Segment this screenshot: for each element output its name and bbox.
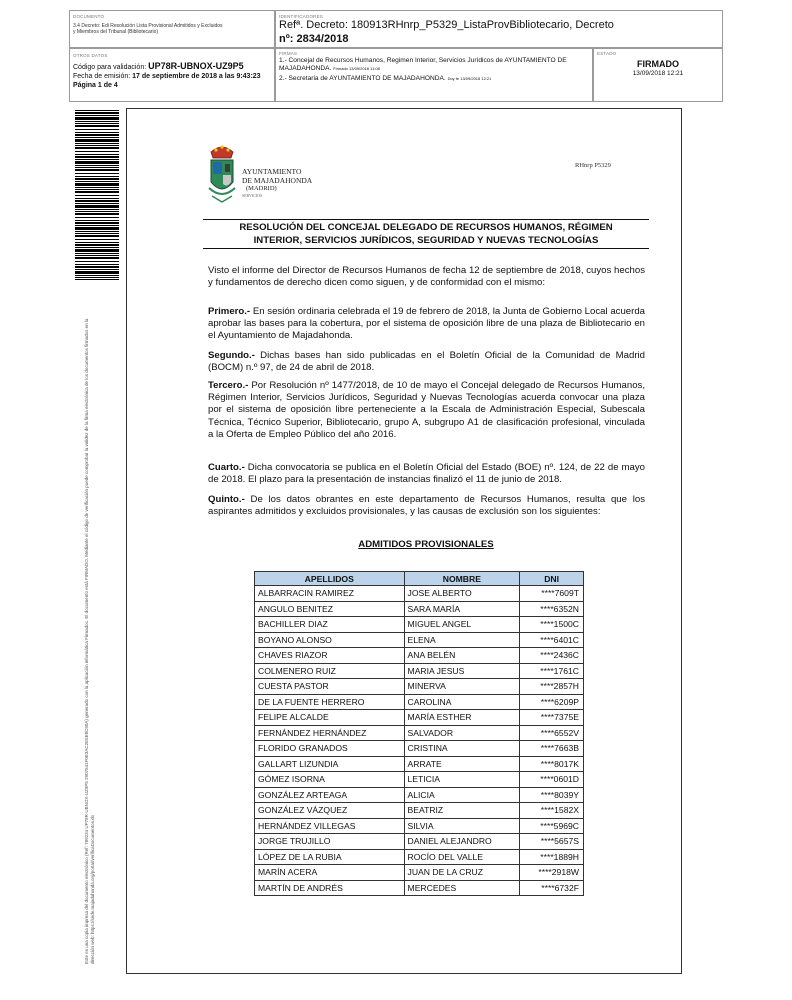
table-cell-dni: ****6552V: [520, 725, 584, 741]
barcode-bar: [75, 253, 119, 254]
barcode-bar: [75, 249, 119, 252]
barcode-bar: [75, 220, 119, 221]
barcode-bar: [75, 225, 119, 226]
table-row: [255, 741, 584, 757]
table-cell-apellidos: FLORIDO GRANADOS: [255, 741, 405, 757]
identificadores-caption: IDENTIFICADORES: [279, 14, 324, 19]
table-cell-dni: ****7375E: [520, 710, 584, 726]
intro-paragraph: Visto el informe del Director de Recursos Humanos de fecha 12 de septiembre de 2018, cuyos hechos y fundamentos de derecho dicen como siguen, y de conformidad con el mismo:: [208, 265, 645, 289]
table-cell-dni: ****1582X: [520, 803, 584, 819]
barcode-bar: [75, 159, 119, 160]
firma-2: [279, 75, 591, 83]
table-cell-nombre: MARIA JESUS: [404, 663, 520, 679]
header-documento-cell: [69, 10, 275, 48]
table-cell-apellidos: MARTÍN DE ANDRÉS: [255, 880, 405, 896]
barcode-bar: [75, 200, 119, 202]
table-cell-dni: ****7663B: [520, 741, 584, 757]
barcode-bar: [75, 195, 119, 196]
barcode-bar: [75, 147, 119, 149]
barcode-bar: [75, 222, 119, 224]
barcode-bar: [75, 187, 119, 188]
table-cell-apellidos: LÓPEZ DE LA RUBIA: [255, 849, 405, 865]
quinto-paragraph: [208, 494, 645, 518]
side-verification-note-1: [84, 304, 96, 964]
table-cell-nombre: SALVADOR: [404, 725, 520, 741]
admitidos-title: ADMITIDOS PROVISIONALES: [358, 539, 494, 550]
table-cell-dni: ****5969C: [520, 818, 584, 834]
table-row: [255, 803, 584, 819]
barcode-bar: [75, 156, 119, 158]
codigo-value: UP78R-UBNOX-UZ9P5: [148, 61, 244, 71]
side-note-text: Este es una copia impresa del documento electrónico (Ref: 789234 UP78R-UBNOX-UZ9P5 2907541F0E3AC2E5E8C90A) generado con la aplicación informática Firmadoc. El documento está FIRMADO. Mediante el código de verificación puede comprobar la validez de la firma electrónica de los documentos firmados en la dirección web: https://sede.majadahonda.org/portal/verificaDocumentos.do: [84, 318, 95, 964]
resolution-title-line2: INTERIOR, SERVICIOS JURÍDICOS, SEGURIDAD Y NUEVAS TECNOLOGÍAS: [253, 234, 599, 246]
barcode-bar: [75, 143, 119, 144]
barcode-bar: [75, 205, 119, 208]
quinto-text: De los datos obrantes en este departamento de Recursos Humanos, resulta que los aspirantes admitidos y excluidos provisionales, y las causas de exclusión son los siguientes:: [208, 494, 645, 518]
logo-line1: AYUNTAMIENTO: [242, 167, 302, 176]
barcode-bar: [75, 242, 119, 243]
barcode: [75, 110, 119, 280]
table-row: [255, 694, 584, 710]
barcode-bar: [75, 176, 119, 177]
barcode-bar: [75, 183, 119, 186]
quinto-label: Quinto.-: [208, 494, 245, 505]
table-cell-dni: ****6209P: [520, 694, 584, 710]
table-cell-dni: ****2436C: [520, 648, 584, 664]
barcode-bar: [75, 269, 119, 270]
cuarto-text: Dicha convocatoria se publica en el Boletín Oficial del Estado (BOE) nº. 124, de 22 de mayo de 2018. El plazo para la presentación de instancias finalizó el 11 de junio de 2018.: [208, 462, 645, 486]
table-header-dni: DNI: [520, 572, 584, 586]
coat-of-arms-icon: [206, 144, 238, 204]
table-row: [255, 818, 584, 834]
barcode-bar: [75, 161, 119, 164]
barcode-bar: [75, 275, 119, 276]
barcode-bar: [75, 211, 119, 212]
table-cell-nombre: MERCEDES: [404, 880, 520, 896]
table-cell-dni: ****8017K: [520, 756, 584, 772]
barcode-bar: [75, 203, 119, 204]
barcode-bar: [75, 247, 119, 248]
codigo-label: Código para validación:: [73, 64, 147, 71]
barcode-bar: [75, 244, 119, 246]
table-cell-nombre: CRISTINA: [404, 741, 520, 757]
barcode-bar: [75, 121, 119, 122]
barcode-bar: [75, 257, 119, 259]
barcode-bar: [75, 279, 119, 280]
barcode-bar: [75, 231, 119, 232]
firma-2-small: Doy fe 13/09/2018 12:21: [447, 76, 492, 81]
resolution-title-line1: RESOLUCIÓN DEL CONCEJAL DELEGADO DE RECURSOS HUMANOS, RÉGIMEN: [239, 222, 613, 233]
reference-code: RHnrp P5329: [575, 162, 611, 169]
logo-line2: DE MAJADAHONDA: [242, 176, 313, 185]
logo-text: [242, 167, 312, 199]
barcode-bar: [75, 167, 119, 168]
segundo-paragraph: [208, 350, 645, 374]
barcode-bar: [75, 277, 119, 278]
barcode-bar: [75, 227, 119, 230]
table-cell-nombre: ARRATE: [404, 756, 520, 772]
table-cell-nombre: LETICIA: [404, 772, 520, 788]
barcode-bar: [75, 125, 119, 127]
header-estado-cell: [593, 48, 723, 102]
table-cell-apellidos: ANGULO BENITEZ: [255, 601, 405, 617]
table-cell-apellidos: ALBARRACIN RAMIREZ: [255, 586, 405, 602]
table-cell-apellidos: CUESTA PASTOR: [255, 679, 405, 695]
table-row: [255, 772, 584, 788]
primero-paragraph: [208, 306, 645, 343]
table-cell-nombre: DANIEL ALEJANDRO: [404, 834, 520, 850]
table-header-apellidos: APELLIDOS: [255, 572, 405, 586]
table-cell-dni: ****6401C: [520, 632, 584, 648]
barcode-bar: [75, 217, 119, 218]
fecha-label: Fecha de emisión:: [73, 73, 131, 80]
tercero-paragraph: [208, 380, 645, 441]
header-firmas-cell: [275, 48, 593, 102]
header-identificadores-cell: [275, 10, 723, 48]
barcode-bar: [75, 209, 119, 210]
firma-1: [279, 57, 591, 73]
table-row: [255, 648, 584, 664]
barcode-bar: [75, 117, 119, 120]
segundo-label: Segundo.-: [208, 350, 255, 361]
table-row: [255, 617, 584, 633]
documento-text: 3.4 Decreto: Edi Resolución Lista Provisional Admitidos y Excluidos y Miembros del Tribunal (Bibliotecario): [73, 23, 223, 35]
tercero-label: Tercero.-: [208, 380, 249, 391]
barcode-bar: [75, 198, 119, 199]
table-row: [255, 601, 584, 617]
fecha-value: 17 de septiembre de 2018 a las 9:43:23: [132, 73, 261, 80]
barcode-bar: [75, 261, 119, 262]
barcode-bar: [75, 139, 119, 142]
table-cell-nombre: ROCÍO DEL VALLE: [404, 849, 520, 865]
table-cell-apellidos: COLMENERO RUIZ: [255, 663, 405, 679]
table-cell-dni: ****1889H: [520, 849, 584, 865]
cuarto-label: Cuarto.-: [208, 462, 245, 473]
barcode-bar: [75, 129, 119, 130]
barcode-graphic: [75, 110, 119, 280]
table-cell-apellidos: MARÍN ACERA: [255, 865, 405, 881]
barcode-bar: [75, 115, 119, 116]
barcode-bar: [75, 173, 119, 174]
table-row: [255, 756, 584, 772]
barcode-bar: [75, 239, 119, 240]
barcode-bar: [75, 178, 119, 180]
identificadores-line1: Refª. Decreto: 180913RHnrp_P5329_ListaProvBibliotecario, Decreto: [279, 19, 614, 31]
barcode-bar: [75, 255, 119, 256]
table-row: [255, 679, 584, 695]
table-cell-nombre: SILVIA: [404, 818, 520, 834]
segundo-text: Dichas bases han sido publicadas en el Boletín Oficial de la Comunidad de Madrid (BOCM) n.º 97, de 24 de abril de 2018.: [208, 350, 645, 374]
table-row: [255, 865, 584, 881]
table-row: [255, 632, 584, 648]
table-cell-nombre: CAROLINA: [404, 694, 520, 710]
table-cell-nombre: JUAN DE LA CRUZ: [404, 865, 520, 881]
table-cell-apellidos: DE LA FUENTE HERRERO: [255, 694, 405, 710]
table-cell-nombre: MARÍA ESTHER: [404, 710, 520, 726]
estado-value: FIRMADO: [637, 59, 679, 69]
table-cell-nombre: ALICIA: [404, 787, 520, 803]
barcode-bar: [75, 266, 119, 268]
pagina-text: Página 1 de 4: [73, 82, 118, 89]
barcode-bar: [75, 110, 119, 111]
barcode-bar: [75, 112, 119, 114]
table-cell-dni: ****6732F: [520, 880, 584, 896]
firma-1-small: Firmado 13/09/2018 11:08: [333, 66, 380, 71]
barcode-bar: [75, 181, 119, 182]
table-cell-apellidos: CHAVES RIAZOR: [255, 648, 405, 664]
barcode-bar: [75, 191, 119, 193]
table-cell-apellidos: JORGE TRUJILLO: [255, 834, 405, 850]
table-cell-dni: ****2918W: [520, 865, 584, 881]
barcode-bar: [75, 137, 119, 138]
table-cell-nombre: SARA MARÍA: [404, 601, 520, 617]
primero-label: Primero.-: [208, 306, 251, 317]
table-row: [255, 849, 584, 865]
codigo-line: [73, 62, 244, 72]
logo-line4: SERVICIOS: [242, 193, 263, 198]
table-cell-apellidos: FERNÁNDEZ HERNÁNDEZ: [255, 725, 405, 741]
primero-text: En sesión ordinaria celebrada el 19 de febrero de 2018, la Junta de Gobierno Local acuerda aprobar las bases para la cobertura, por el sistema de oposición libre de una plaza de Bibliotecario en el Ayuntamiento de Majadahonda.: [208, 306, 645, 342]
logo-line3: (MADRID): [246, 185, 277, 192]
table-row: [255, 834, 584, 850]
table-cell-apellidos: FELIPE ALCALDE: [255, 710, 405, 726]
barcode-bar: [75, 271, 119, 274]
otros-caption: OTROS DATOS: [73, 53, 108, 58]
table-cell-apellidos: GALLART LIZUNDIA: [255, 756, 405, 772]
header-otros-cell: [69, 48, 275, 102]
table-cell-dni: ****1500C: [520, 617, 584, 633]
barcode-bar: [75, 189, 119, 190]
barcode-bar: [75, 169, 119, 171]
table-cell-dni: ****5657S: [520, 834, 584, 850]
table-cell-nombre: MINERVA: [404, 679, 520, 695]
table-cell-apellidos: BOYANO ALONSO: [255, 632, 405, 648]
resolution-title-box: [203, 219, 649, 249]
estado-date: 13/09/2018 12:21: [632, 70, 684, 77]
firma-2-text: 2.- Secretaria de AYUNTAMIENTO DE MAJADAHONDA.: [279, 75, 446, 82]
table-header-nombre: NOMBRE: [404, 572, 520, 586]
barcode-bar: [75, 123, 119, 124]
table-cell-nombre: ANA BELÉN: [404, 648, 520, 664]
table-cell-nombre: ELENA: [404, 632, 520, 648]
fecha-line: [73, 72, 261, 81]
table-cell-dni: ****7609T: [520, 586, 584, 602]
table-cell-apellidos: GÓMEZ ISORNA: [255, 772, 405, 788]
table-cell-apellidos: GONZÁLEZ ARTEAGA: [255, 787, 405, 803]
table-cell-nombre: BEATRIZ: [404, 803, 520, 819]
barcode-bar: [75, 154, 119, 155]
table-cell-nombre: JOSE ALBERTO: [404, 586, 520, 602]
table-cell-dni: ****6352N: [520, 601, 584, 617]
barcode-bar: [75, 145, 119, 146]
table-row: [255, 663, 584, 679]
barcode-bar: [75, 235, 119, 237]
table-row: [255, 725, 584, 741]
table-cell-apellidos: HERNÁNDEZ VILLEGAS: [255, 818, 405, 834]
table-cell-dni: ****2857H: [520, 679, 584, 695]
table-row: [255, 586, 584, 602]
barcode-bar: [75, 233, 119, 234]
identificadores-line2: nº: 2834/2018: [279, 33, 349, 45]
table-row: [255, 710, 584, 726]
table-cell-nombre: MIGUEL ANGEL: [404, 617, 520, 633]
firmas-caption: FIRMAS: [279, 51, 298, 56]
table-cell-apellidos: GONZÁLEZ VÁZQUEZ: [255, 803, 405, 819]
table-cell-dni: ****1761C: [520, 663, 584, 679]
barcode-bar: [75, 213, 119, 215]
barcode-bar: [75, 151, 119, 152]
admitidos-table: [254, 571, 584, 896]
barcode-bar: [75, 132, 119, 133]
table-row: [255, 787, 584, 803]
table-cell-dni: ****0601D: [520, 772, 584, 788]
tercero-text: Por Resolución nº 1477/2018, de 10 de mayo el Concejal delegado de Recursos Humanos, Régimen Interior, Servicios Jurídicos, Seguridad y Nuevas Tecnologías acuerda convocar una plaza por el sistema de oposición libre perteneciente a la Escala de Administración Especial, Subescala Técnica, Técnico Superior, Bibliotecario, grupo A, subgrupo A1 de clasificación profesional, vinculada a la Oferta de Empleo Público del año 2016.: [208, 380, 645, 440]
barcode-bar: [75, 264, 119, 265]
documento-caption: DOCUMENTO: [73, 14, 105, 19]
table-cell-dni: ****8039Y: [520, 787, 584, 803]
barcode-bar: [75, 165, 119, 166]
table-header-row: [255, 572, 584, 586]
table-row: [255, 880, 584, 896]
table-cell-apellidos: BACHILLER DIAZ: [255, 617, 405, 633]
barcode-bar: [75, 134, 119, 136]
firma-1-text: 1.- Concejal de Recursos Humanos, Regimen Interior, Servicios Jurídicos de AYUNTAMIENTO DE MAJADAHONDA.: [279, 57, 567, 72]
estado-caption: ESTADO: [597, 51, 617, 56]
cuarto-paragraph: [208, 462, 645, 486]
